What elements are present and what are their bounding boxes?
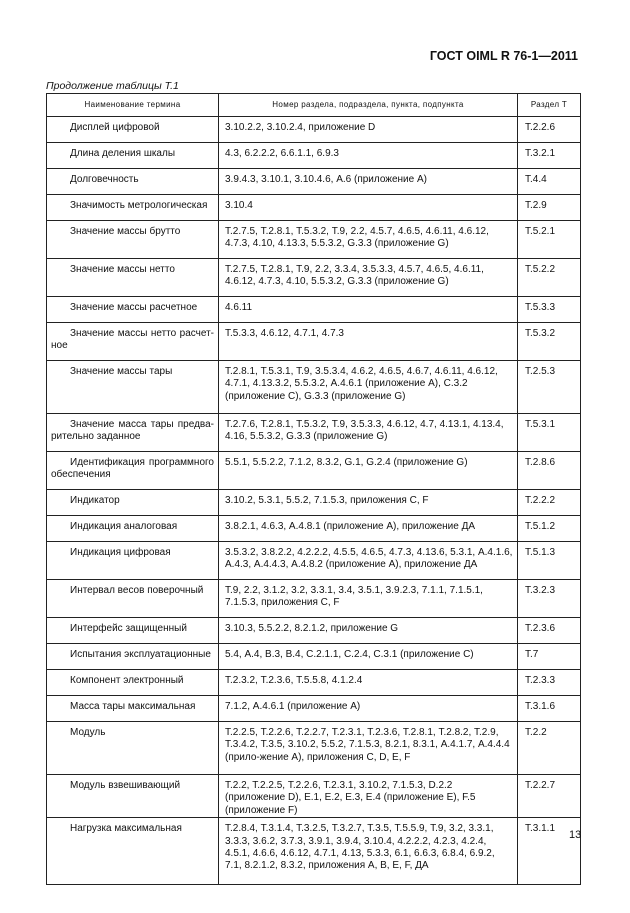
term-cell: Испытания эксплуатационные <box>47 644 219 670</box>
section-cell: T.5.2.2 <box>518 259 581 297</box>
standard-designation: ГОСТ OIML R 76-1—2011 <box>429 49 578 63</box>
references-cell: 3.10.2.2, 3.10.2.4, приложение D <box>219 117 518 143</box>
references-cell: 4.3, 6.2.2.2, 6.6.1.1, 6.9.3 <box>219 143 518 169</box>
section-cell: T.2.2.7 <box>518 775 581 818</box>
table-row <box>47 670 581 696</box>
section-cell: T.5.2.1 <box>518 221 581 259</box>
column-header-section: Раздел Т <box>518 94 581 117</box>
section-cell: T.3.1.6 <box>518 696 581 722</box>
table-row <box>47 516 581 542</box>
section-cell: T.2.2.2 <box>518 490 581 516</box>
table-row <box>47 259 581 297</box>
table-row <box>47 221 581 259</box>
references-cell: 3.9.4.3, 3.10.1, 3.10.4.6, А.6 (приложение А) <box>219 169 518 195</box>
section-cell: T.5.3.2 <box>518 323 581 361</box>
table-row <box>47 618 581 644</box>
section-cell: T.2.9 <box>518 195 581 221</box>
term-cell: Долговечность <box>47 169 219 195</box>
terms-table <box>46 93 581 885</box>
section-cell: T.2.3.6 <box>518 618 581 644</box>
term-cell: Модуль взвешивающий <box>47 775 219 818</box>
references-cell: Т.2.2, Т.2.2.5, Т.2.2.6, Т.2.3.1, 3.10.2, 7.1.5.3, D.2.2 (приложение D), Е.1, Е.2, Е.3, Е.4 (приложение Е), F.5 (приложение F) <box>219 775 518 818</box>
term-cell: Масса тары максимальная <box>47 696 219 722</box>
references-cell: 7.1.2, А.4.6.1 (приложение А) <box>219 696 518 722</box>
term-cell: Интервал весов поверочный <box>47 580 219 618</box>
references-cell: Т.2.3.2, Т.2.3.6, Т.5.5.8, 4.1.2.4 <box>219 670 518 696</box>
references-cell: 5.5.1, 5.5.2.2, 7.1.2, 8.3.2, G.1, G.2.4 (приложение G) <box>219 452 518 490</box>
table-row <box>47 195 581 221</box>
term-cell: Нагрузка максимальная <box>47 818 219 885</box>
table-row <box>47 143 581 169</box>
table-row <box>47 542 581 580</box>
section-cell: T.4.4 <box>518 169 581 195</box>
table-row <box>47 818 581 885</box>
page-number: 13 <box>569 829 582 841</box>
term-cell: Значение массы расчетное <box>47 297 219 323</box>
table-row <box>47 696 581 722</box>
table-header-row <box>47 94 581 117</box>
term-cell: Дисплей цифровой <box>47 117 219 143</box>
section-cell: T.3.1.1 <box>518 818 581 885</box>
table-row <box>47 644 581 670</box>
section-cell: T.3.2.1 <box>518 143 581 169</box>
references-cell: Т.5.3.3, 4.6.12, 4.7.1, 4.7.3 <box>219 323 518 361</box>
term-cell: Длина деления шкалы <box>47 143 219 169</box>
section-cell: T.5.1.2 <box>518 516 581 542</box>
term-cell: Интерфейс защищенный <box>47 618 219 644</box>
term-cell: Индикация аналоговая <box>47 516 219 542</box>
section-cell: T.2.2 <box>518 722 581 775</box>
table-row <box>47 323 581 361</box>
term-cell: Значение массы брутто <box>47 221 219 259</box>
section-cell: T.7 <box>518 644 581 670</box>
references-cell: 3.10.3, 5.5.2.2, 8.2.1.2, приложение G <box>219 618 518 644</box>
term-cell: Значение масса тары предва-рительно заданное <box>47 414 219 452</box>
term-cell: Значимость метрологическая <box>47 195 219 221</box>
references-cell: 3.10.2, 5.3.1, 5.5.2, 7.1.5.3, приложения С, F <box>219 490 518 516</box>
references-cell: 3.10.4 <box>219 195 518 221</box>
term-cell: Значение массы тары <box>47 361 219 414</box>
term-cell: Идентификация программного обеспечения <box>47 452 219 490</box>
table-row <box>47 361 581 414</box>
section-cell: T.5.3.1 <box>518 414 581 452</box>
references-cell: Т.2.8.4, Т.3.1.4, Т.3.2.5, Т.3.2.7, Т.3.5, Т.5.5.9, Т.9, 3.2, 3.3.1, 3.3.3, 3.6.2, 3.7.3, 3.9.1, 3.9.4, 3.10.4, 4.2.2.2, 4.2.3, 4.2.4, 4.5.1, 4.6.6, 4.6.12, 4.7.1, 4.13, 5.3.3, 6.1, 6.6.3, 6.8.4, 6.9.2, 7.1, 8.2.1.2, 8.3.2, приложения А, В, Е, F, ДА <box>219 818 518 885</box>
column-header-refs: Номер раздела, подраздела, пункта, подпункта <box>219 94 518 117</box>
table-row <box>47 490 581 516</box>
term-cell: Компонент электронный <box>47 670 219 696</box>
column-header-term: Наименование термина <box>47 94 219 117</box>
references-cell: Т.2.7.6, Т.2.8.1, Т.5.3.2, Т.9, 3.5.3.3, 4.6.12, 4.7, 4.13.1, 4.13.4, 4.16, 5.5.3.2, G.3.3 (приложение G) <box>219 414 518 452</box>
table-caption: Продолжение таблицы Т.1 <box>46 80 179 92</box>
section-cell: T.5.1.3 <box>518 542 581 580</box>
term-cell: Модуль <box>47 722 219 775</box>
term-cell: Значение массы нетто расчет-ное <box>47 323 219 361</box>
references-cell: Т.2.7.5, Т.2.8.1, Т.9, 2.2, 3.3.4, 3.5.3.3, 4.5.7, 4.6.5, 4.6.11, 4.6.12, 4.7.3, 4.10, 5.5.3.2, G.3.3 (приложение G) <box>219 259 518 297</box>
term-cell: Индикация цифровая <box>47 542 219 580</box>
references-cell: Т.2.2.5, Т.2.2.6, Т.2.2.7, Т.2.3.1, Т.2.3.6, Т.2.8.1, Т.2.8.2, Т.2.9, Т.3.4.2, Т.3.5, 3.10.2, 5.5.2, 7.1.5.3, 8.2.1, 8.3.1, А.4.1.7, А.4.4.4 (прило-жение А), приложения С, D, Е, F <box>219 722 518 775</box>
references-cell: Т.9, 2.2, 3.1.2, 3.2, 3.3.1, 3.4, 3.5.1, 3.9.2.3, 7.1.1, 7.1.5.1, 7.1.5.3, приложения С, F <box>219 580 518 618</box>
term-cell: Индикатор <box>47 490 219 516</box>
section-cell: T.2.3.3 <box>518 670 581 696</box>
table-row <box>47 722 581 775</box>
references-cell: Т.2.8.1, Т.5.3.1, Т.9, 3.5.3.4, 4.6.2, 4.6.5, 4.6.7, 4.6.11, 4.6.12, 4.7.1, 4.13.3.2, 5.5.3.2, А.4.6.1 (приложение А), С.3.2 (приложение С), G.3.3 (приложение G) <box>219 361 518 414</box>
section-cell: T.2.5.3 <box>518 361 581 414</box>
references-cell: 3.5.3.2, 3.8.2.2, 4.2.2.2, 4.5.5, 4.6.5, 4.7.3, 4.13.6, 5.3.1, А.4.1.6, А.4.3, А.4.4.3, А.4.8.2 (приложение А), приложение ДА <box>219 542 518 580</box>
table-row <box>47 117 581 143</box>
term-cell: Значение массы нетто <box>47 259 219 297</box>
section-cell: T.2.2.6 <box>518 117 581 143</box>
table-row <box>47 169 581 195</box>
table-row <box>47 580 581 618</box>
references-cell: Т.2.7.5, Т.2.8.1, Т.5.3.2, Т.9, 2.2, 4.5.7, 4.6.5, 4.6.11, 4.6.12, 4.7.3, 4.10, 4.13.3, 5.5.3.2, G.3.3 (приложение G) <box>219 221 518 259</box>
table-row <box>47 775 581 818</box>
section-cell: T.3.2.3 <box>518 580 581 618</box>
section-cell: T.2.8.6 <box>518 452 581 490</box>
table-row <box>47 297 581 323</box>
references-cell: 4.6.11 <box>219 297 518 323</box>
table-row <box>47 452 581 490</box>
section-cell: T.5.3.3 <box>518 297 581 323</box>
references-cell: 3.8.2.1, 4.6.3, А.4.8.1 (приложение А), приложение ДА <box>219 516 518 542</box>
references-cell: 5.4, А.4, В.3, В.4, С.2.1.1, С.2.4, С.3.1 (приложение С) <box>219 644 518 670</box>
table-row <box>47 414 581 452</box>
